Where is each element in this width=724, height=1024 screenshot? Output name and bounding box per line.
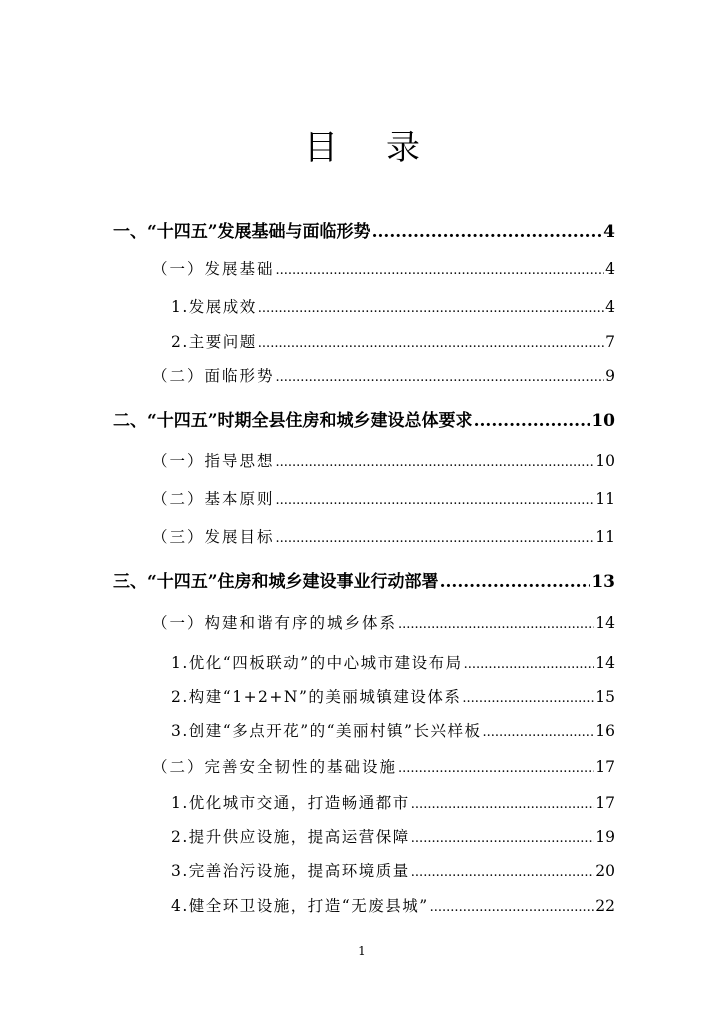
toc-entry-page: 11 [595, 528, 615, 546]
toc-entry-text: 一、“十四五”发展基础与面临形势 [113, 222, 371, 242]
toc-entry-page: 17 [595, 758, 615, 776]
toc-entry-text: 1.发展成效 [171, 298, 257, 316]
toc-entry-text: 三、“十四五”住房和城乡建设事业行动部署 [113, 572, 439, 592]
leader-dots [276, 488, 595, 514]
toc-entry-text: 4.健全环卫设施，打造“无废县城” [171, 897, 429, 915]
toc-entry[interactable] [171, 329, 615, 355]
toc-entry-text: （三）发展目标 [152, 528, 275, 546]
toc-entry-page: 16 [595, 722, 615, 740]
toc-entry[interactable] [113, 408, 615, 434]
toc-entry-text: （二）基本原则 [152, 490, 275, 508]
leader-dots [258, 296, 604, 322]
toc-entry-page: 11 [595, 490, 615, 508]
toc-entry-text: 3.创建“多点开花”的“美丽村镇”长兴样板 [171, 722, 482, 740]
toc-entry[interactable] [171, 858, 615, 884]
toc-entry-text: 3.完善治污设施，提高环境质量 [171, 862, 410, 880]
leader-dots [258, 331, 604, 357]
toc-entry[interactable] [113, 569, 615, 595]
toc-entry-text: （二）完善安全韧性的基础设施 [152, 758, 398, 776]
toc-entry-page: 13 [591, 572, 615, 592]
leader-dots [276, 450, 595, 476]
toc-entry[interactable] [171, 824, 615, 850]
leader-dots [440, 569, 591, 595]
toc-title: 目录 [304, 128, 468, 168]
toc-entry[interactable] [152, 754, 615, 780]
toc-entry-text: （一）构建和谐有序的城乡体系 [152, 614, 398, 632]
toc-entry[interactable] [152, 363, 615, 389]
toc-entry-text: 2.提升供应设施，提高运营保障 [171, 828, 410, 846]
toc-entry-page: 22 [595, 897, 615, 915]
leader-dots [398, 612, 594, 638]
leader-dots [411, 860, 594, 886]
toc-entry-page: 10 [595, 452, 615, 470]
toc-entry[interactable] [152, 448, 615, 474]
toc-entry-text: 二、“十四五”时期全县住房和城乡建设总体要求 [113, 411, 473, 431]
toc-entry-text: 1.优化城市交通，打造畅通都市 [171, 794, 410, 812]
toc-entry[interactable] [171, 294, 615, 320]
leader-dots [398, 756, 594, 782]
leader-dots [276, 365, 605, 391]
toc-entry-page: 9 [605, 367, 615, 385]
toc-entry[interactable] [152, 610, 615, 636]
toc-entry[interactable] [152, 486, 615, 512]
toc-entry-page: 4 [603, 222, 615, 242]
toc-entry-text: （一）发展基础 [152, 260, 275, 278]
toc-entry[interactable] [171, 790, 615, 816]
toc-entry[interactable] [171, 684, 615, 710]
leader-dots [411, 792, 594, 818]
toc-entry[interactable] [171, 893, 615, 919]
leader-dots [474, 408, 591, 434]
toc-entry-page: 10 [591, 411, 615, 431]
toc-entry-page: 4 [605, 298, 615, 316]
toc-entry-page: 14 [595, 614, 615, 632]
toc-entry[interactable] [171, 650, 615, 676]
leader-dots [483, 720, 595, 746]
leader-dots [372, 219, 603, 245]
toc-entry-page: 7 [605, 333, 615, 351]
leader-dots [430, 895, 595, 921]
toc-entry-text: （二）面临形势 [152, 367, 275, 385]
leader-dots [276, 526, 595, 552]
toc-entry-page: 15 [595, 688, 615, 706]
toc-entry[interactable] [113, 219, 615, 245]
toc-entry-page: 19 [595, 828, 615, 846]
toc-entry-text: 1.优化“四板联动”的中心城市建设布局 [171, 654, 463, 672]
toc-entry-page: 20 [595, 862, 615, 880]
toc-entry-text: 2.主要问题 [171, 333, 257, 351]
toc-entry-page: 17 [595, 794, 615, 812]
leader-dots [411, 826, 594, 852]
toc-entry-text: （一）指导思想 [152, 452, 275, 470]
leader-dots [276, 258, 605, 284]
toc-entry-page: 4 [605, 260, 615, 278]
leader-dots [464, 652, 595, 678]
toc-entry-page: 14 [595, 654, 615, 672]
leader-dots [462, 686, 594, 712]
toc-entry[interactable] [152, 524, 615, 550]
toc-entry[interactable] [152, 256, 615, 282]
page-number: 1 [358, 944, 366, 958]
toc-entry-text: 2.构建“1+2+N”的美丽城镇建设体系 [171, 688, 462, 706]
toc-entry[interactable] [171, 718, 615, 744]
